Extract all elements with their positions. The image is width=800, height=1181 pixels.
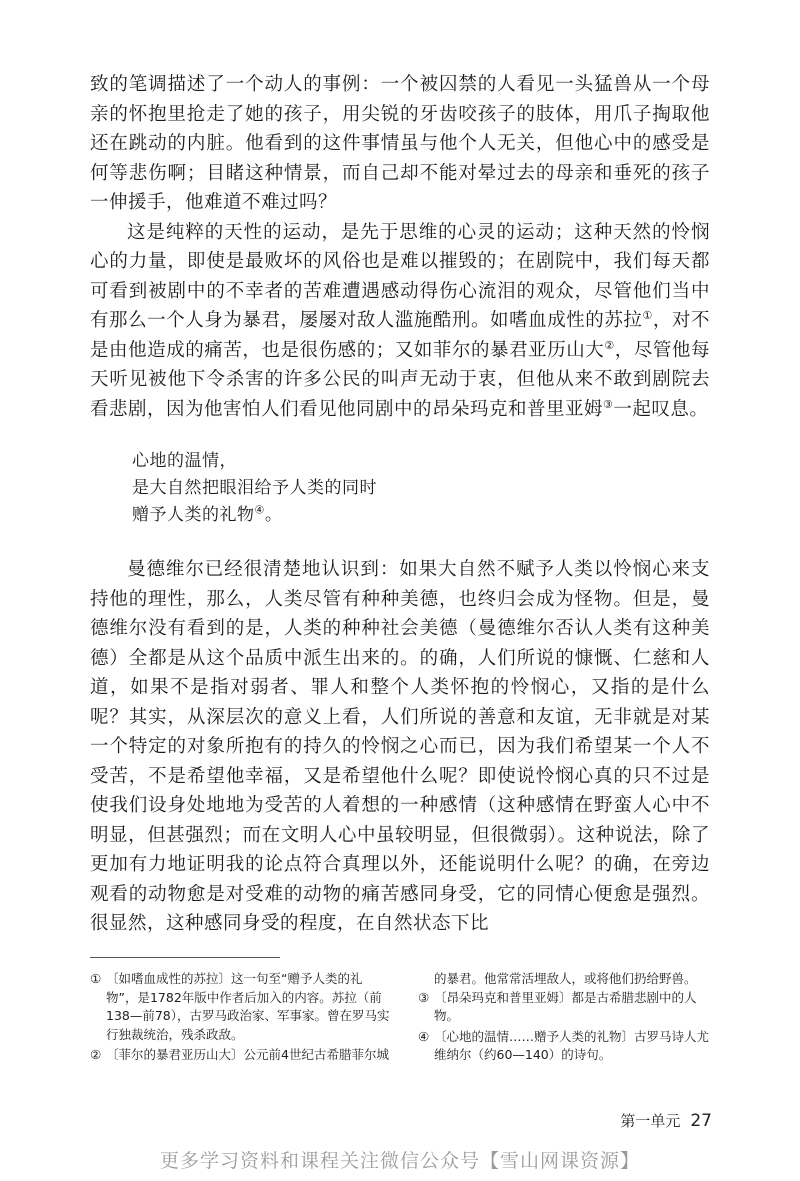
paragraph-2-part-b: ，对不是由他造成的痛苦，也是很伤感的；又如菲尔的暴君亚历山大 — [90, 310, 710, 361]
paragraph-2-part-d: 一起叹息。 — [613, 398, 709, 420]
footnote-2 — [90, 1046, 390, 1065]
main-text — [90, 70, 710, 939]
verse-line-1: 心地的温情， — [132, 451, 237, 471]
footnotes-right-column — [418, 970, 718, 1067]
footnote-4-mark: ④ — [418, 1028, 430, 1044]
footnote-1-text: 〔如嗜血成性的苏拉〕这一句至“赠予人类的礼物”，是1782年版中作者后加入的内容。苏拉（前138—前78），古罗马政治家、军事家。曾在罗马实行独裁统治，残杀政敌。 — [106, 971, 390, 1042]
footnote-divider — [90, 957, 280, 958]
paragraph-3: 曼德维尔已经很清楚地认识到：如果大自然不赋予人类以怜悯心来支持他的理性，那么，人类尽管有种种美德，也终归会成为怪物。但是，曼德维尔没有看到的是，人类的种种社会美德（曼德维尔否认人类有这种美德）全都是从这个品质中派生出来的。的确，人们所说的慷慨、仁慈和人道，如果不是指对弱者、罪人和整个人类怀抱的怜悯心，又指的是什么呢？其实，从深层次的意义上看，人们所说的善意和友谊，无非就是对某一个特定的对象所抱有的持久的怜悯之心而已，因为我们希望某一个人不受苦，不是希望他幸福，又是希望他什么呢？即使说怜悯心真的只不过是使我们设身处地地为受苦的人着想的一种感情（这种感情在野蛮人心中不明显，但甚强烈；而在文明人心中虽较明显，但很微弱）。这种说法，除了更加有力地证明我的论点符合真理以外，还能说明什么呢？的确，在旁边观看的动物愈是对受难的动物的痛苦感同身受，它的同情心便愈是强烈。很显然，这种感同身受的程度，在自然状态下比 — [90, 559, 710, 934]
verse-line-3-text: 赠予人类的礼物 — [132, 505, 255, 525]
footnotes-left-column — [90, 970, 390, 1067]
footnote-2-text: 〔菲尔的暴君亚历山大〕公元前4世纪古希腊菲尔城 — [106, 1047, 389, 1062]
footnote-1-mark: ① — [90, 971, 102, 986]
verse-line-3 — [132, 502, 710, 529]
verse-line-3-end: 。 — [264, 505, 283, 525]
unit-label: 第一单元 — [620, 1112, 681, 1130]
page-number: 27 — [690, 1111, 712, 1131]
footnote-3 — [418, 989, 718, 1026]
footnote-2-mark: ② — [90, 1047, 102, 1062]
footnote-3-text: 〔昂朵玛克和普里亚姆〕都是古希腊悲剧中的人物。 — [434, 989, 697, 1023]
verse-quote — [132, 448, 710, 529]
paragraph-1: 致的笔调描述了一个动人的事例：一个被囚禁的人看见一头猛兽从一个母亲的怀抱里抢走了她的孩子，用尖锐的牙齿咬孩子的肢体，用爪子掏取他还在跳动的内脏。他看到的这件事情虽与他个人无关，但他心中的感受是何等悲伤啊；目睹这种情景，而自己却不能对晕过去的母亲和垂死的孩子一伸援手，他难道不难过吗？ — [90, 74, 710, 213]
footnote-ref-1[interactable]: ① — [642, 308, 653, 322]
footnote-1 — [90, 970, 390, 1044]
paragraph-2 — [90, 218, 710, 425]
footnote-ref-2[interactable]: ② — [604, 338, 615, 352]
footnote-ref-3[interactable]: ③ — [603, 397, 614, 411]
page-footer — [620, 1110, 712, 1131]
footnote-ref-4[interactable]: ④ — [254, 503, 265, 517]
footnote-4-text: 〔心地的温情……赠予人类的礼物〕古罗马诗人尤维纳尔（约60—140）的诗句。 — [434, 1028, 710, 1062]
paragraph-2-part-a: 这是纯粹的天性的运动，是先于思维的心灵的运动；这种天然的怜悯心的力量，即使是最败坏的风俗也是难以摧毁的；在剧院中，我们每天都可看到被剧中的不幸者的苦难遭遇感动得伤心流泪的观众，尽管他们当中有那么一个人身为暴君，屡屡对敌人滥施酷刑。如嗜血成性的苏拉 — [90, 221, 710, 331]
verse-line-2: 是大自然把眼泪给予人类的同时 — [132, 478, 377, 498]
watermark-banner: 更多学习资料和课程关注微信公众号【雪山网课资源】 — [159, 1150, 640, 1172]
footnote-3-mark: ③ — [418, 989, 430, 1005]
paragraph-2-part-c: ，尽管他每天听见被他下令杀害的许多公民的叫声无动于衷，但他从来不敢到剧院去看悲剧，因为他害怕人们看见他同剧中的昂朵玛克和普里亚姆 — [90, 339, 710, 420]
footnote-4 — [418, 1028, 718, 1065]
footnote-2-continued: 的暴君。他常常活埋敌人，或将他们扔给野兽。 — [434, 971, 697, 986]
